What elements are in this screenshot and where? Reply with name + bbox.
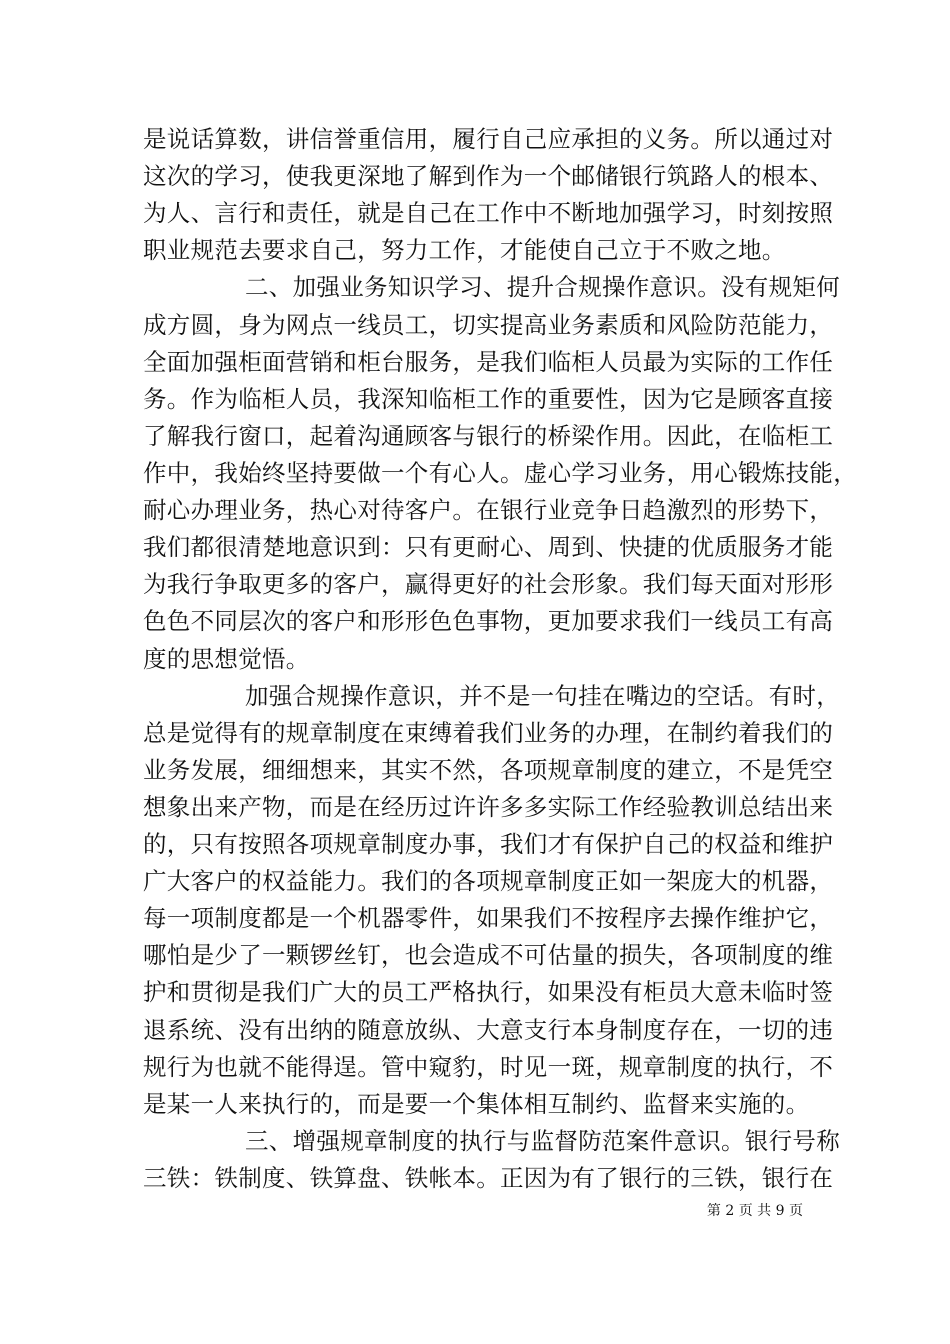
text-line: 成方圆，身为网点一线员工，切实提高业务素质和风险防范能力， [143,311,834,339]
text-line: 度的思想觉悟。 [143,645,310,673]
text-line: 广大客户的权益能力。我们的各项规章制度正如一架庞大的机器， [143,867,834,895]
text-line: 职业规范去要求自己，努力工作，才能使自己立于不败之地。 [143,236,786,264]
text-line: 业务发展，细细想来，其实不然，各项规章制度的建立，不是凭空 [143,756,834,784]
paragraph-start-line: 二、加强业务知识学习、提升合规操作意识。没有规矩何 [245,273,840,301]
text-line: 为我行争取更多的客户，赢得更好的社会形象。我们每天面对形形 [143,570,834,598]
page-number: 第 2 页 共 9 页 [706,1203,803,1219]
text-line: 全面加强柜面营销和柜台服务，是我们临柜人员最为实际的工作任 [143,348,834,376]
paragraph-start-line: 三、增强规章制度的执行与监督防范案件意识。银行号称 [245,1127,840,1155]
text-line: 为人、言行和责任，就是自己在工作中不断地加强学习，时刻按照 [143,199,834,227]
text-line: 是说话算数，讲信誉重信用，履行自己应承担的义务。所以通过对 [143,125,834,153]
text-line: 我们都很清楚地意识到：只有更耐心、周到、快捷的优质服务才能 [143,533,834,561]
paragraph-start-line: 加强合规操作意识，并不是一句挂在嘴边的空话。有时， [245,682,840,710]
text-line: 务。作为临柜人员，我深知临柜工作的重要性，因为它是顾客直接 [143,385,834,413]
text-line: 三铁：铁制度、铁算盘、铁帐本。正因为有了银行的三铁，银行在 [143,1164,834,1192]
text-line: 了解我行窗口，起着沟通顾客与银行的桥梁作用。因此，在临柜工 [143,422,834,450]
text-line: 护和贯彻是我们广大的员工严格执行，如果没有柜员大意未临时签 [143,978,834,1006]
text-line: 想象出来产物，而是在经历过许许多多实际工作经验教训总结出来 [143,793,834,821]
text-line: 规行为也就不能得逞。管中窥豹，时见一斑，规章制度的执行，不 [143,1053,834,1081]
text-line: 哪怕是少了一颗锣丝钉，也会造成不可估量的损失，各项制度的维 [143,941,834,969]
text-line: 是某一人来执行的，而是要一个集体相互制约、监督来实施的。 [143,1090,810,1118]
text-line: 每一项制度都是一个机器零件，如果我们不按程序去操作维护它， [143,904,834,932]
text-line: 的，只有按照各项规章制度办事，我们才有保护自己的权益和维护 [143,830,834,858]
text-line: 这次的学习，使我更深地了解到作为一个邮储银行筑路人的根本、 [143,162,834,190]
text-line: 总是觉得有的规章制度在束缚着我们业务的办理，在制约着我们的 [143,719,834,747]
text-line: 作中，我始终坚持要做一个有心人。虚心学习业务，用心锻炼技能， [143,459,857,487]
text-line: 退系统、没有出纳的随意放纵、大意支行本身制度存在，一切的违 [143,1016,834,1044]
text-line: 耐心办理业务，热心对待客户。在银行业竞争日趋激烈的形势下， [143,496,834,524]
text-line: 色色不同层次的客户和形形色色事物，更加要求我们一线员工有高 [143,607,834,635]
